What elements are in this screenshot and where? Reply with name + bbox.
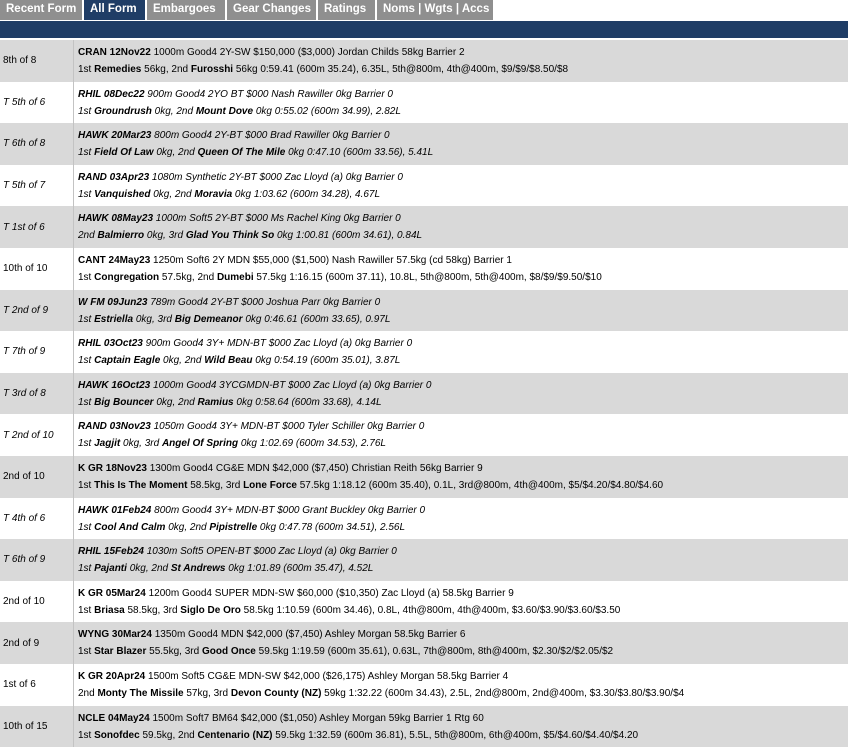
header-bar [0, 21, 848, 38]
form-row [0, 456, 848, 498]
result-text: 58.5kg, 3rd [187, 480, 243, 491]
horse-name[interactable]: Pipistrelle [209, 522, 257, 533]
race-description: 1500m Soft7 BM64 $42,000 ($1,050) Ashley Morgan 59kg Barrier 1 Rtg 60 [150, 713, 484, 724]
race-info [78, 127, 848, 144]
race-info [78, 44, 848, 61]
result-text: 59.5kg 1:32.59 (600m 36.81), 5.5L, 5th@800m, 6th@400m, $5/$4.60/$4.40/$4.20 [273, 730, 639, 741]
result-info [78, 227, 848, 244]
result-text: 1st [78, 314, 94, 325]
result-info [78, 727, 848, 744]
horse-name[interactable]: Ramius [198, 397, 234, 408]
result-text: 0kg, 2nd [165, 522, 209, 533]
run-details [74, 82, 848, 124]
run-details [74, 165, 848, 207]
finish-position: 1st of 6 [0, 664, 74, 706]
horse-name[interactable]: Balmierro [97, 230, 144, 241]
result-text: 0kg 0:54.19 (600m 35.01), 3.87L [252, 355, 400, 366]
result-text: 0kg 0:47.78 (600m 34.51), 2.56L [257, 522, 405, 533]
run-details [74, 581, 848, 623]
finish-position: T 7th of 9 [0, 331, 74, 373]
result-info [78, 144, 848, 161]
run-details [74, 664, 848, 706]
track-date[interactable]: K GR 20Apr24 [78, 671, 145, 682]
form-row [0, 165, 848, 207]
result-info [78, 103, 848, 120]
result-text: 57kg, 3rd [184, 688, 231, 699]
run-details [74, 290, 848, 332]
run-details [74, 123, 848, 165]
horse-name[interactable]: Sonofdec [94, 730, 140, 741]
run-details [74, 498, 848, 540]
race-description: 789m Good4 2Y-BT $000 Joshua Parr 0kg Barrier 0 [147, 297, 380, 308]
form-row [0, 414, 848, 456]
result-info [78, 186, 848, 203]
race-info [78, 210, 848, 227]
horse-name[interactable]: Big Bouncer [94, 397, 153, 408]
result-text: 0kg, 3rd [133, 314, 175, 325]
form-row [0, 539, 848, 581]
track-date[interactable]: RAND 03Nov23 [78, 421, 151, 432]
result-info [78, 435, 848, 452]
finish-position: 8th of 8 [0, 40, 74, 82]
track-date[interactable]: RHIL 03Oct23 [78, 338, 143, 349]
result-text: 1st [78, 355, 94, 366]
track-date[interactable]: RHIL 15Feb24 [78, 546, 144, 557]
form-row [0, 40, 848, 82]
race-info [78, 86, 848, 103]
result-text: 1st [78, 106, 94, 117]
run-details [74, 456, 848, 498]
finish-position: 2nd of 10 [0, 581, 74, 623]
form-row [0, 498, 848, 540]
result-info [78, 685, 848, 702]
race-info [78, 169, 848, 186]
horse-name[interactable]: Queen Of The Mile [198, 147, 286, 158]
result-text: 1st [78, 480, 94, 491]
finish-position: T 1st of 6 [0, 206, 74, 248]
finish-position: T 2nd of 9 [0, 290, 74, 332]
finish-position: T 2nd of 10 [0, 414, 74, 456]
horse-name[interactable]: Cool And Calm [94, 522, 165, 533]
race-info [78, 252, 848, 269]
track-date[interactable]: K GR 18Nov23 [78, 463, 147, 474]
horse-name[interactable]: Mount Dove [196, 106, 253, 117]
horse-name[interactable]: Glad You Think So [186, 230, 274, 241]
result-info [78, 352, 848, 369]
result-text: 0kg, 2nd [154, 147, 198, 158]
track-date[interactable]: HAWK 08May23 [78, 213, 153, 224]
race-info [78, 502, 848, 519]
result-text: 1st [78, 397, 94, 408]
result-text: 57.5kg 1:16.15 (600m 37.11), 10.8L, 5th@800m, 5th@400m, $8/$9/$9.50/$10 [254, 272, 602, 283]
form-row [0, 82, 848, 124]
finish-position: T 6th of 9 [0, 539, 74, 581]
result-info [78, 643, 848, 660]
result-text: 0kg 0:47.10 (600m 33.56), 5.41L [285, 147, 433, 158]
track-date[interactable]: W FM 09Jun23 [78, 297, 147, 308]
horse-name[interactable]: Remedies [94, 64, 141, 75]
result-text: 0kg 0:55.02 (600m 34.99), 2.82L [253, 106, 401, 117]
track-date[interactable]: CRAN 12Nov22 [78, 47, 151, 58]
race-description: 800m Good4 2Y-BT $000 Brad Rawiller 0kg Barrier 0 [151, 130, 389, 141]
horse-name[interactable]: Centenario (NZ) [198, 730, 273, 741]
result-text: 0kg, 2nd [127, 563, 171, 574]
race-info [78, 335, 848, 352]
tab-all-form[interactable]: All Form [84, 0, 145, 20]
horse-name[interactable]: Siglo De Oro [180, 605, 241, 616]
result-info [78, 269, 848, 286]
result-text: 0kg 1:01.89 (600m 35.47), 4.52L [225, 563, 373, 574]
form-row [0, 331, 848, 373]
result-text: 1st [78, 64, 94, 75]
horse-name[interactable]: Big Demeanor [175, 314, 243, 325]
race-description: 1250m Soft6 2Y MDN $55,000 ($1,500) Nash Rawiller 57.5kg (cd 58kg) Barrier 1 [150, 255, 512, 266]
track-date[interactable]: HAWK 20Mar23 [78, 130, 151, 141]
race-description: 900m Good4 3Y+ MDN-BT $000 Zac Lloyd (a) 0kg Barrier 0 [143, 338, 412, 349]
result-text: 59.5kg, 2nd [140, 730, 198, 741]
form-row [0, 290, 848, 332]
result-info [78, 602, 848, 619]
result-text: 1st [78, 147, 94, 158]
race-info [78, 418, 848, 435]
race-info [78, 460, 848, 477]
result-info [78, 519, 848, 536]
result-text: 0kg 0:58.64 (600m 33.68), 4.14L [234, 397, 382, 408]
race-description: 1500m Soft5 CG&E MDN-SW $42,000 ($26,175) Ashley Morgan 58.5kg Barrier 4 [145, 671, 508, 682]
run-details [74, 206, 848, 248]
race-description: 1000m Good4 3YCGMDN-BT $000 Zac Lloyd (a) 0kg Barrier 0 [150, 380, 431, 391]
form-row [0, 706, 848, 747]
form-row [0, 248, 848, 290]
race-description: 900m Good4 2YO BT $000 Nash Rawiller 0kg Barrier 0 [145, 89, 393, 100]
race-description: 1050m Good4 3Y+ MDN-BT $000 Tyler Schiller 0kg Barrier 0 [151, 421, 425, 432]
result-text: 57.5kg, 2nd [159, 272, 217, 283]
track-date[interactable]: K GR 05Mar24 [78, 588, 146, 599]
run-details [74, 373, 848, 415]
track-date[interactable]: CANT 24May23 [78, 255, 150, 266]
result-text: 1st [78, 438, 94, 449]
race-description: 1300m Good4 CG&E MDN $42,000 ($7,450) Christian Reith 56kg Barrier 9 [147, 463, 483, 474]
result-info [78, 560, 848, 577]
horse-name[interactable]: Furosshi [191, 64, 233, 75]
tab-gear-changes[interactable]: Gear Changes [227, 0, 316, 20]
result-text: 57.5kg 1:18.12 (600m 35.40), 0.1L, 3rd@800m, 4th@400m, $5/$4.20/$4.80/$4.60 [297, 480, 663, 491]
result-text: 0kg, 2nd [150, 189, 194, 200]
result-info [78, 61, 848, 78]
track-date[interactable]: NCLE 04May24 [78, 713, 150, 724]
result-text: 0kg, 2nd [154, 397, 198, 408]
result-text: 56kg, 2nd [141, 64, 190, 75]
run-details [74, 40, 848, 82]
finish-position: T 4th of 6 [0, 498, 74, 540]
result-text: 1st [78, 605, 94, 616]
horse-name[interactable]: Moravia [194, 189, 232, 200]
track-date[interactable]: HAWK 16Oct23 [78, 380, 150, 391]
tab-recent-form[interactable]: Recent Form [0, 0, 82, 20]
finish-position: 2nd of 9 [0, 622, 74, 664]
race-info [78, 294, 848, 311]
result-text: 58.5kg, 3rd [125, 605, 181, 616]
finish-position: 10th of 10 [0, 248, 74, 290]
race-info [78, 710, 848, 727]
form-row [0, 373, 848, 415]
finish-position: T 5th of 6 [0, 82, 74, 124]
horse-name[interactable]: St Andrews [171, 563, 226, 574]
race-info [78, 377, 848, 394]
horse-name[interactable]: This Is The Moment [94, 480, 187, 491]
horse-name[interactable]: Vanquished [94, 189, 150, 200]
race-info [78, 668, 848, 685]
finish-position: 10th of 15 [0, 706, 74, 747]
result-text: 0kg 1:03.62 (600m 34.28), 4.67L [232, 189, 380, 200]
horse-name[interactable]: Jagjit [94, 438, 120, 449]
form-row [0, 206, 848, 248]
result-text: 1st [78, 563, 94, 574]
horse-name[interactable]: Briasa [94, 605, 125, 616]
result-text: 56kg 0:59.41 (600m 35.24), 6.35L, 5th@800m, 4th@400m, $9/$9/$8.50/$8 [233, 64, 568, 75]
result-text: 0kg, 3rd [120, 438, 162, 449]
result-text: 59kg 1:32.22 (600m 34.43), 2.5L, 2nd@800m, 2nd@400m, $3.30/$3.80/$3.90/$4 [321, 688, 684, 699]
run-details [74, 248, 848, 290]
result-info [78, 394, 848, 411]
horse-name[interactable]: Monty The Missile [97, 688, 183, 699]
run-details [74, 706, 848, 747]
track-date[interactable]: WYNG 30Mar24 [78, 629, 152, 640]
finish-position: T 3rd of 8 [0, 373, 74, 415]
result-text: 0kg 0:46.61 (600m 33.65), 0.97L [243, 314, 391, 325]
race-description: 1350m Good4 MDN $42,000 ($7,450) Ashley Morgan 58.5kg Barrier 6 [152, 629, 466, 640]
result-text: 59.5kg 1:19.59 (600m 35.61), 0.63L, 7th@800m, 8th@400m, $2.30/$2/$2.05/$2 [256, 646, 613, 657]
finish-position: T 5th of 7 [0, 165, 74, 207]
result-text: 1st [78, 646, 94, 657]
horse-name[interactable]: Field Of Law [94, 147, 153, 158]
race-description: 1080m Synthetic 2Y-BT $000 Zac Lloyd (a) 0kg Barrier 0 [149, 172, 403, 183]
horse-name[interactable]: Captain Eagle [94, 355, 160, 366]
race-info [78, 626, 848, 643]
result-text: 55.5kg, 3rd [146, 646, 202, 657]
result-text: 58.5kg 1:10.59 (600m 34.46), 0.8L, 4th@800m, 4th@400m, $3.60/$3.90/$3.60/$3.50 [241, 605, 620, 616]
track-date[interactable]: HAWK 01Feb24 [78, 505, 151, 516]
race-info [78, 585, 848, 602]
horse-name[interactable]: Wild Beau [204, 355, 252, 366]
race-info [78, 543, 848, 560]
form-row [0, 664, 848, 706]
form-row [0, 581, 848, 623]
race-description: 1000m Good4 2Y-SW $150,000 ($3,000) Jordan Childs 58kg Barrier 2 [151, 47, 465, 58]
horse-name[interactable]: Dumebi [217, 272, 254, 283]
horse-name[interactable]: Estriella [94, 314, 133, 325]
horse-name[interactable]: Star Blazer [94, 646, 146, 657]
tab-ratings[interactable]: Ratings [318, 0, 375, 20]
form-row [0, 123, 848, 165]
result-info [78, 477, 848, 494]
result-text: 2nd [78, 688, 97, 699]
horse-name[interactable]: Groundrush [94, 106, 152, 117]
result-text: 0kg 1:00.81 (600m 34.61), 0.84L [274, 230, 422, 241]
race-description: 1030m Soft5 OPEN-BT $000 Zac Lloyd (a) 0kg Barrier 0 [144, 546, 397, 557]
tab-noms-wgts-accs[interactable]: Noms | Wgts | Accs [377, 0, 493, 20]
horse-name[interactable]: Devon County (NZ) [231, 688, 322, 699]
finish-position: 2nd of 10 [0, 456, 74, 498]
run-details [74, 331, 848, 373]
finish-position: T 6th of 8 [0, 123, 74, 165]
tab-embargoes[interactable]: Embargoes [147, 0, 225, 20]
run-details [74, 414, 848, 456]
result-text: 0kg 1:02.69 (600m 34.53), 2.76L [238, 438, 386, 449]
result-text: 1st [78, 189, 94, 200]
tab-bar [0, 0, 848, 20]
result-text: 1st [78, 522, 94, 533]
form-table [0, 40, 848, 747]
horse-name[interactable]: Congregation [94, 272, 159, 283]
result-info [78, 311, 848, 328]
track-date[interactable]: RHIL 08Dec22 [78, 89, 145, 100]
result-text: 1st [78, 730, 94, 741]
race-description: 1200m Good4 SUPER MDN-SW $60,000 ($10,350) Zac Lloyd (a) 58.5kg Barrier 9 [146, 588, 514, 599]
horse-name[interactable]: Lone Force [243, 480, 297, 491]
result-text: 0kg, 2nd [160, 355, 204, 366]
run-details [74, 622, 848, 664]
race-description: 1000m Soft5 2Y-BT $000 Ms Rachel King 0kg Barrier 0 [153, 213, 401, 224]
track-date[interactable]: RAND 03Apr23 [78, 172, 149, 183]
result-text: 0kg, 3rd [144, 230, 186, 241]
horse-name[interactable]: Pajanti [94, 563, 127, 574]
form-row [0, 622, 848, 664]
result-text: 2nd [78, 230, 97, 241]
result-text: 0kg, 2nd [152, 106, 196, 117]
horse-name[interactable]: Angel Of Spring [162, 438, 238, 449]
horse-name[interactable]: Good Once [202, 646, 256, 657]
result-text: 1st [78, 272, 94, 283]
run-details [74, 539, 848, 581]
race-description: 800m Good4 3Y+ MDN-BT $000 Grant Buckley 0kg Barrier 0 [151, 505, 425, 516]
